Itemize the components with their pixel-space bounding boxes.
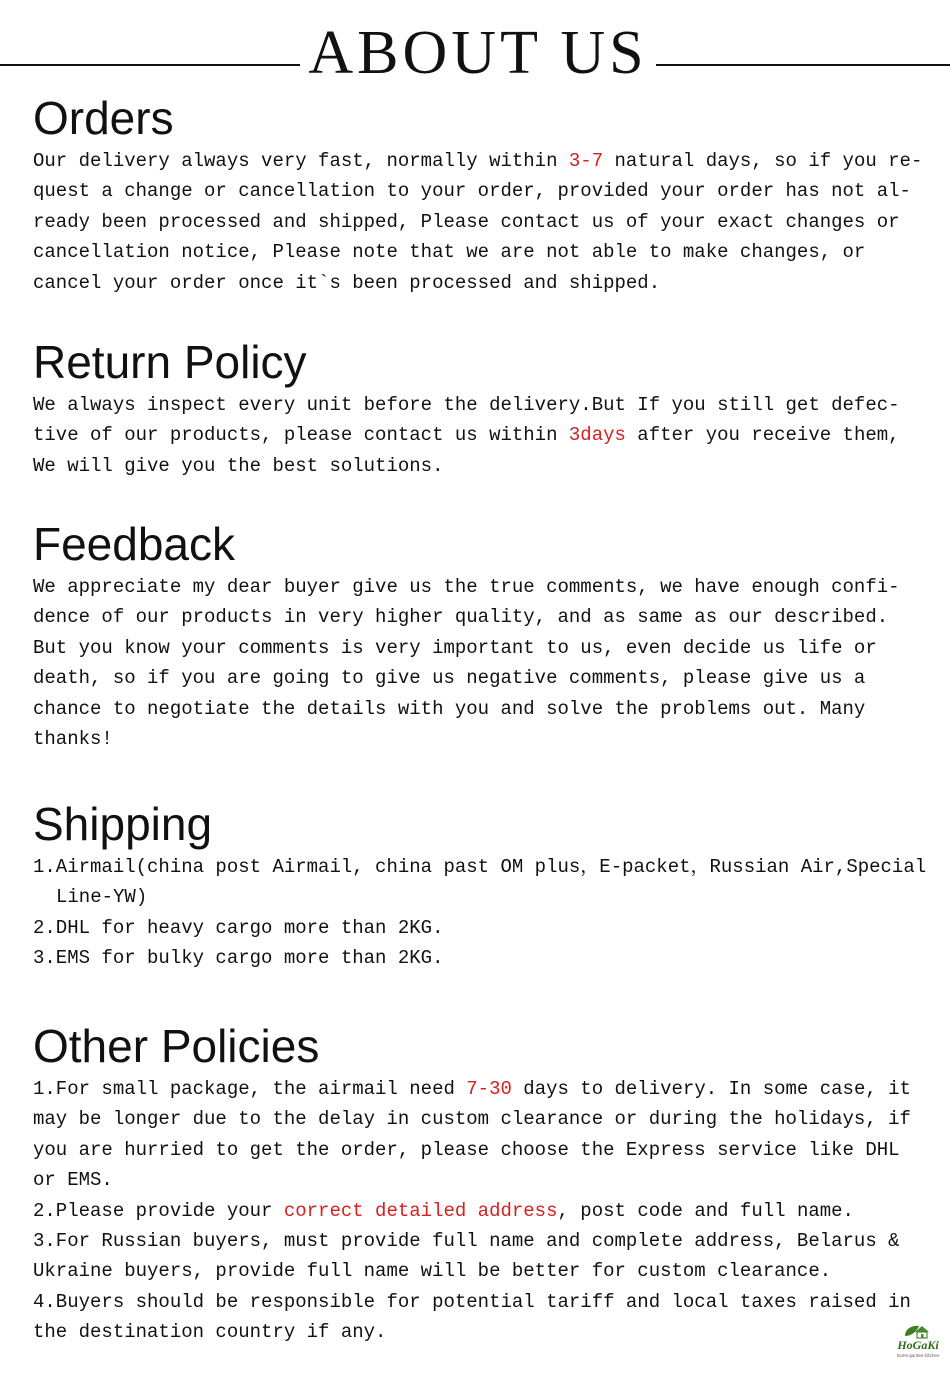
other-policy-item-3: 3.For Russian buyers, must provide full name and complete address, Belarus & Ukraine buyers, provide full name will be better for custom clearance. xyxy=(33,1230,900,1283)
return-text-start: We always inspect every unit before the delivery.But If you still get defec-tive of our products, please contact us within xyxy=(33,394,900,447)
other-policy-item-4: 4.Buyers should be responsible for potential tariff and local taxes raised in the destination country if any. xyxy=(33,1290,911,1344)
logo-tagline: home·garden·kitchen xyxy=(896,1353,940,1358)
policy-2-address-highlight: correct detailed address xyxy=(283,1199,558,1222)
orders-text-start: Our delivery always very fast, normally within xyxy=(33,150,569,172)
return-policy-section xyxy=(33,336,933,481)
other-policies-heading: Other Policies xyxy=(33,1020,320,1072)
return-policy-paragraph xyxy=(33,390,933,481)
policy-1-delivery-days: 7-30 xyxy=(466,1078,512,1100)
orders-paragraph xyxy=(33,146,933,298)
shipping-item-ems: 3.EMS for bulky cargo more than 2KG. xyxy=(33,947,444,970)
shipping-list xyxy=(33,852,933,974)
policy-2-text-start: 2.Please provide your xyxy=(33,1199,284,1222)
orders-text-end: natural days, so if you re-quest a change or cancellation to your order, provided your order has not al-ready been processed and shipped, Please contact us of your exact changes or cancellation notice, Please note that we are not able to make changes, or cancel your order once it`s been processed and shipped. xyxy=(33,150,923,294)
feedback-section xyxy=(33,518,933,754)
policy-2-text-end: , post code and full name. xyxy=(557,1199,854,1222)
shipping-item-dhl: 2.DHL for heavy cargo more than 2KG. xyxy=(33,916,444,939)
header-rule-left xyxy=(0,64,300,66)
logo-brand-name: HoGaKi xyxy=(897,1338,939,1352)
return-contact-window: 3days xyxy=(568,424,626,447)
other-policy-item-2 xyxy=(33,1196,933,1226)
other-policy-item-1 xyxy=(33,1074,933,1196)
return-policy-heading: Return Policy xyxy=(33,336,307,388)
feedback-heading: Feedback xyxy=(33,518,236,570)
policy-1-text-start: 1.For small package, the airmail need xyxy=(33,1078,467,1100)
page-header xyxy=(0,18,950,88)
shipping-heading: Shipping xyxy=(33,798,213,850)
header-rule-right xyxy=(656,64,950,66)
return-text-end: after you receive them, We will give you the best solutions. xyxy=(33,424,900,477)
feedback-paragraph: We appreciate my dear buyer give us the true comments, we have enough confi-dence of our products in very higher quality, and as same as our described. But you know your comments is very important to us, even decide us life or death, so if you are going to give us negative comments, please give us a chance to negotiate the details with you and solve the problems out. Many thanks! xyxy=(33,576,900,751)
brand-logo xyxy=(891,1322,945,1364)
other-policies-list xyxy=(33,1074,933,1348)
shipping-section xyxy=(33,798,933,974)
orders-section xyxy=(33,92,933,298)
shipping-item-airmail: 1.Airmail(china post Airmail, china past OM plus，E-packet，Russian Air,Special Line-YW) xyxy=(33,856,927,909)
other-policies-section xyxy=(33,1020,933,1348)
policy-1-text-end: days to delivery. In some case, it may be longer due to the delay in custom clearance or during the holidays, if you are hurried to get the order, please choose the Express service like DHL or EMS. xyxy=(33,1078,911,1192)
orders-delivery-days: 3-7 xyxy=(568,150,604,172)
page-title: ABOUT US xyxy=(308,19,648,87)
orders-heading: Orders xyxy=(33,92,174,144)
